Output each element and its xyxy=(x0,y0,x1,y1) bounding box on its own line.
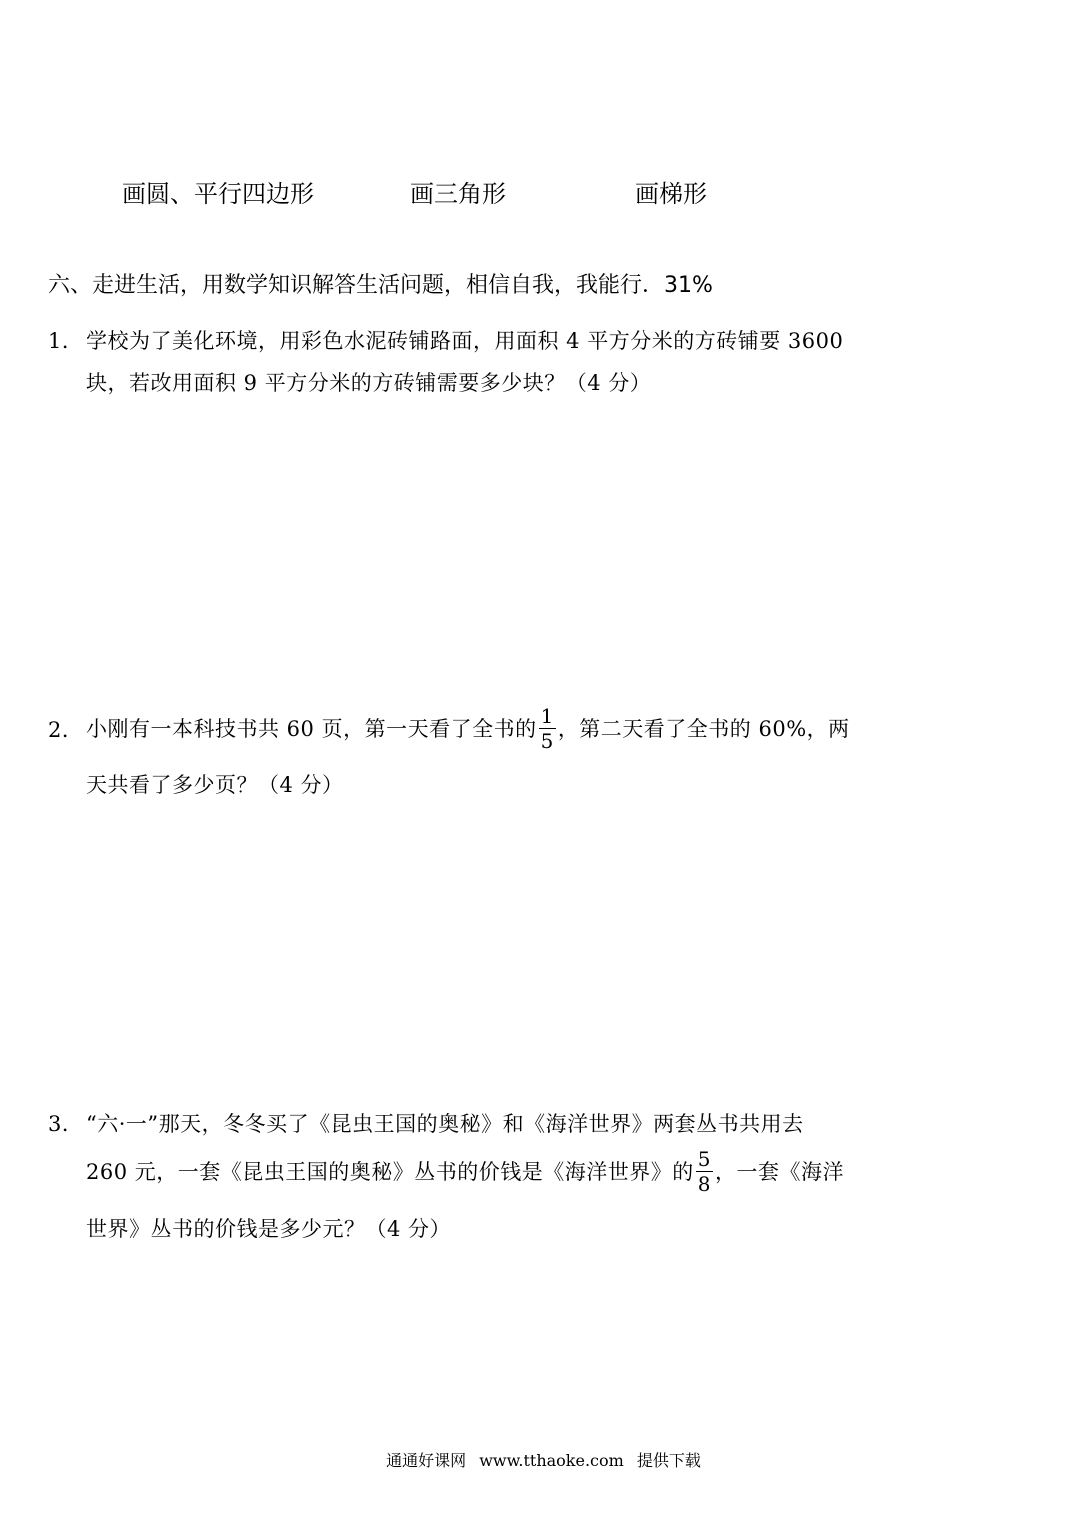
label-draw-triangle: 画三角形 xyxy=(410,180,506,208)
fraction-numerator: 5 xyxy=(697,1146,711,1171)
label-draw-circle-parallelogram: 画圆、平行四边形 xyxy=(122,180,314,208)
fraction-denominator: 8 xyxy=(697,1171,711,1196)
fraction xyxy=(696,1146,713,1196)
footer-note: 提供下载 xyxy=(636,1451,701,1470)
fraction-numerator: 1 xyxy=(540,703,554,728)
question-text-line: 块，若改用面积 9 平方分米的方砖铺需要多少块？（4 分） xyxy=(86,371,652,395)
question-text-line: “六·一”那天，冬冬买了《昆虫王国的奥秘》和《海洋世界》两套丛书共用去 xyxy=(86,1112,804,1136)
question-text-segment: ，一套《海洋 xyxy=(715,1160,844,1184)
footer-url: www.tthaoke.com xyxy=(479,1451,624,1470)
section-heading: 六、走进生活，用数学知识解答生活问题，相信自我，我能行．31% xyxy=(48,273,713,298)
question-number: 3． xyxy=(48,1112,84,1136)
question-text-line xyxy=(86,700,850,756)
question-text-line: 学校为了美化环境，用彩色水泥砖铺路面，用面积 4 平方分米的方砖铺要 3600 xyxy=(86,329,844,353)
question-number: 2． xyxy=(48,718,84,742)
question-text-segment: 260 元，一套《昆虫王国的奥秘》丛书的价钱是《海洋世界》的 xyxy=(86,1160,694,1184)
question-text-line: 世界》丛书的价钱是多少元？（4 分） xyxy=(86,1217,452,1241)
fraction-denominator: 5 xyxy=(540,728,554,753)
label-draw-trapezoid: 画梯形 xyxy=(635,180,707,208)
fraction xyxy=(539,703,556,753)
page-footer xyxy=(0,1448,1087,1471)
question-number: 1． xyxy=(48,329,84,353)
question-text-line: 天共看了多少页？（4 分） xyxy=(86,773,344,797)
question-text-segment: ，第二天看了全书的 60%，两 xyxy=(557,717,850,741)
question-text-segment: 小刚有一本科技书共 60 页，第一天看了全书的 xyxy=(86,717,537,741)
footer-site-name: 通通好课网 xyxy=(386,1451,467,1470)
question-text-line xyxy=(86,1142,844,1200)
